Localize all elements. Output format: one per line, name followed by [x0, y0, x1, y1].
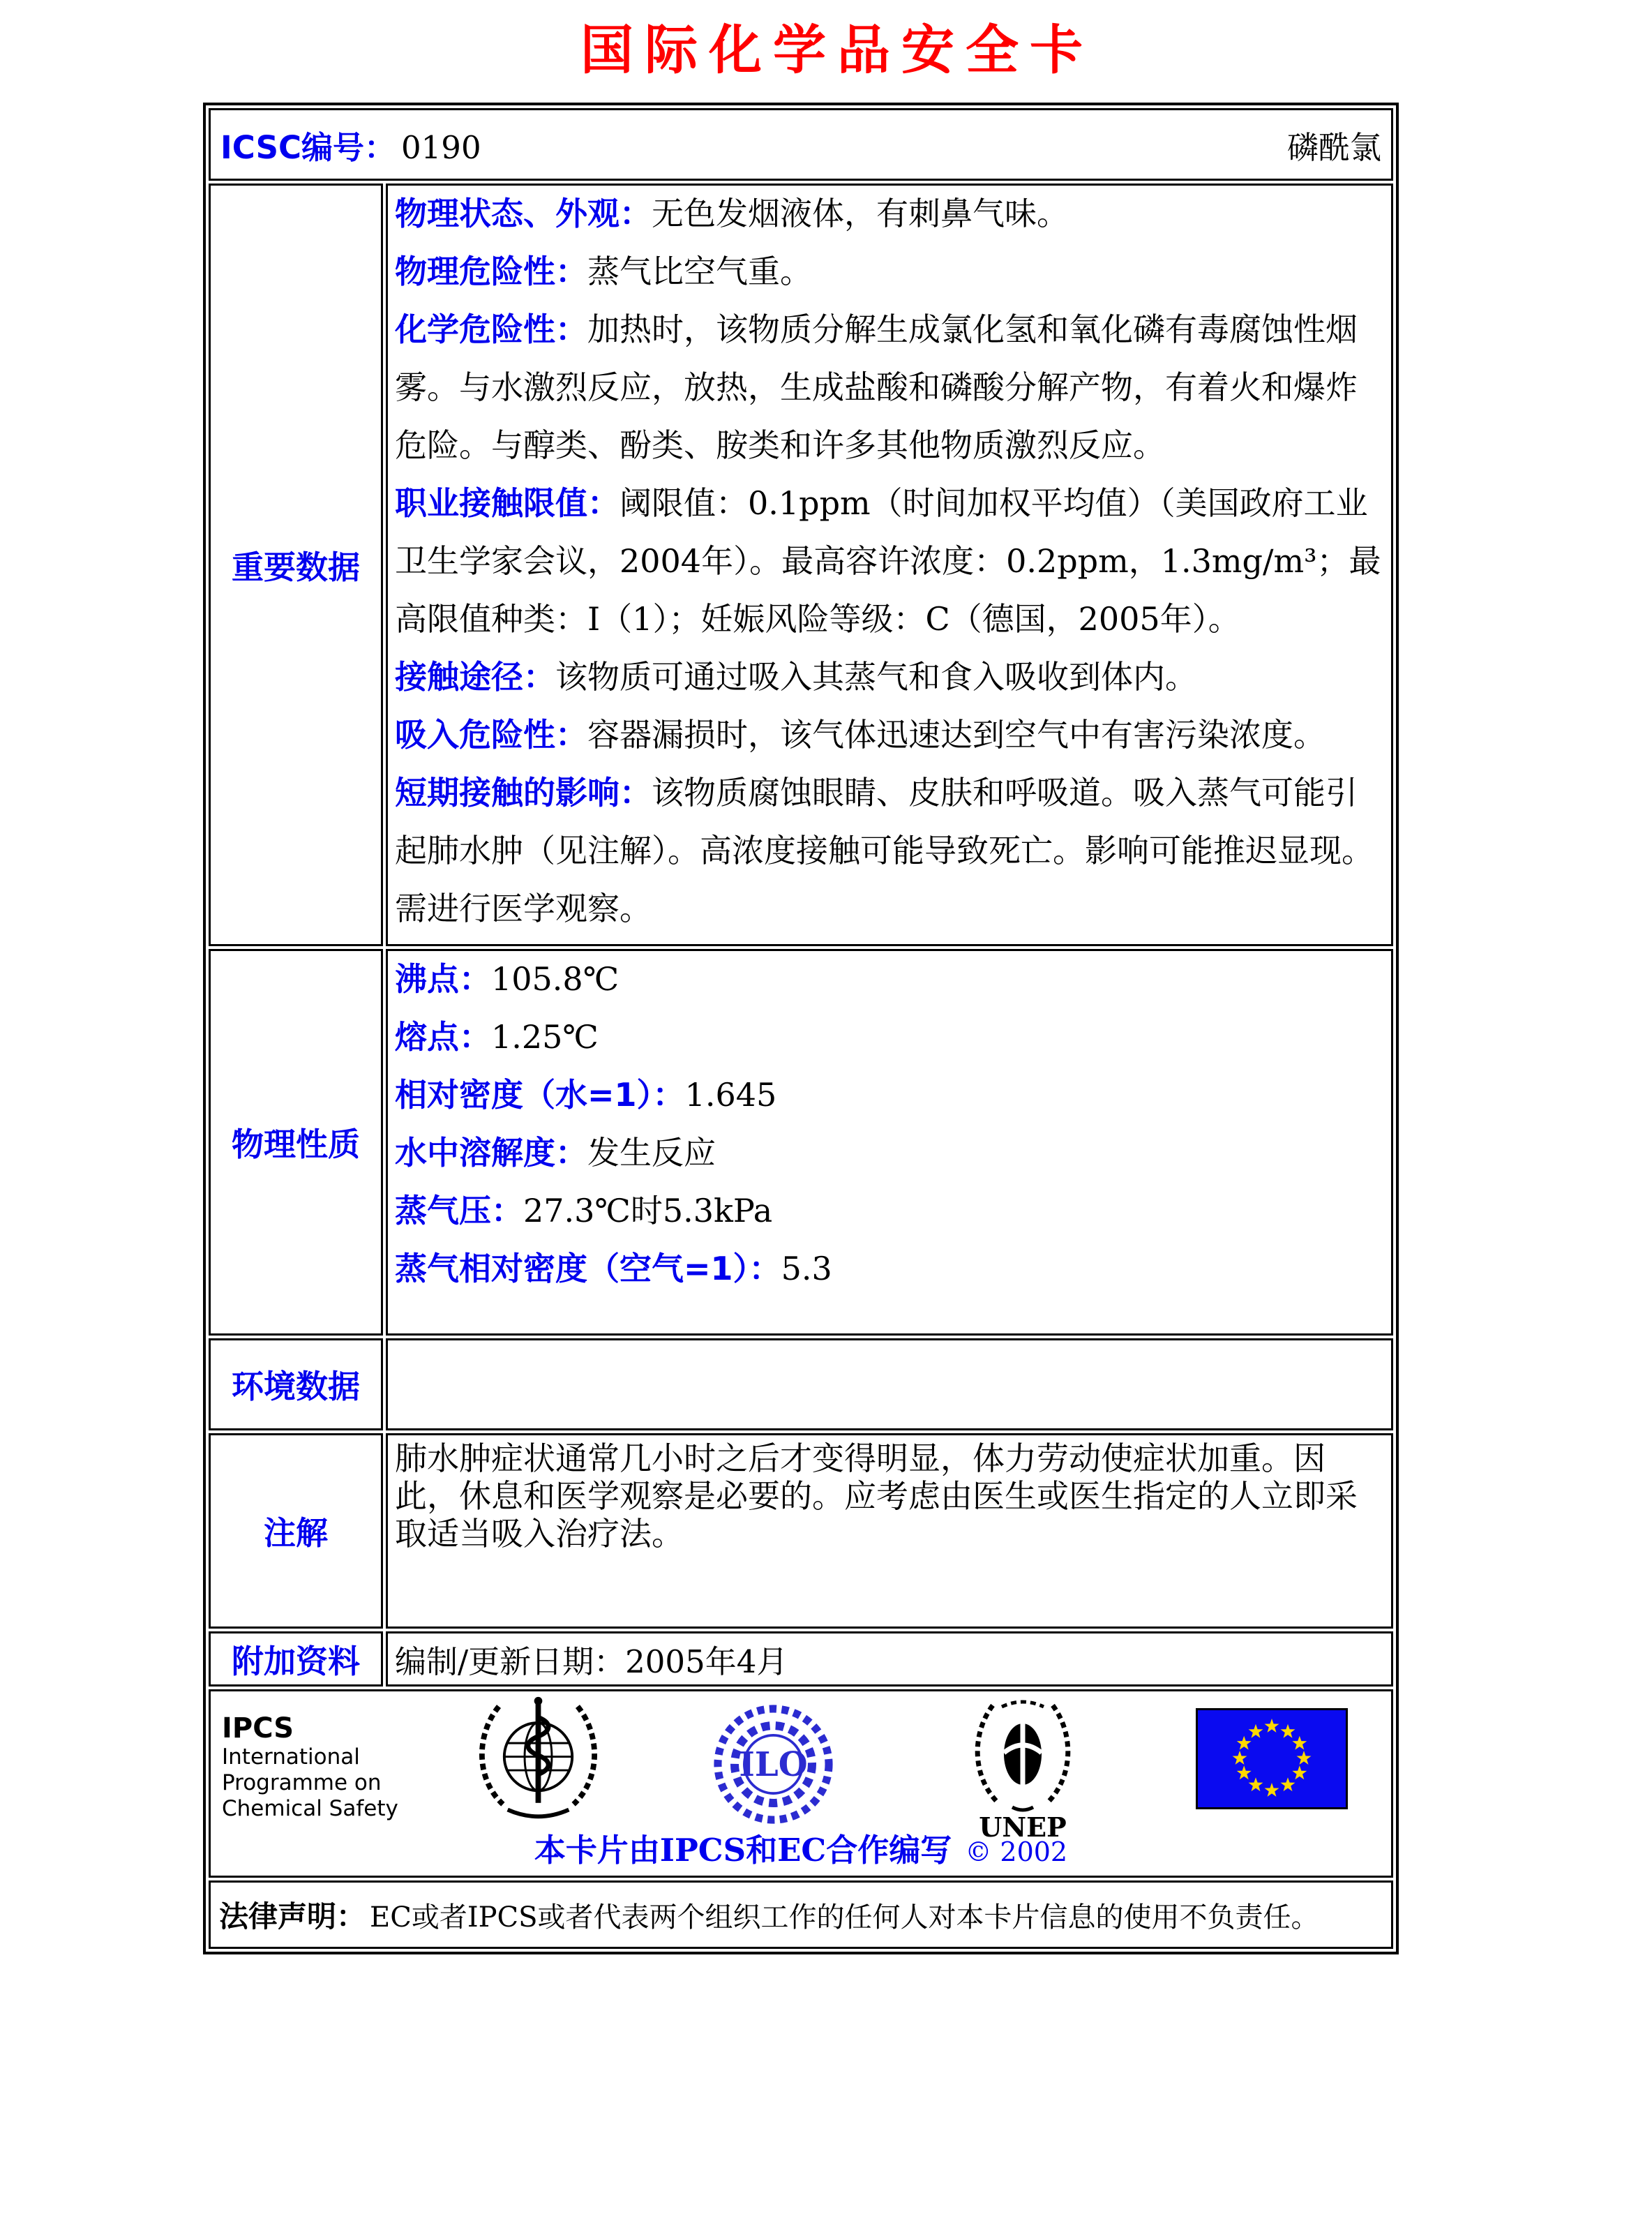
additional-info-row [209, 1631, 1393, 1687]
ipcs-text-block [222, 1712, 398, 1822]
property-exposure-routes: 接触途径：该物质可通过吸入其蒸气和食入吸收到体内。 [395, 658, 1197, 696]
section-label-notes: 注解 [209, 1433, 383, 1629]
icsc-card-table [203, 103, 1399, 1954]
unep-logo [963, 1697, 1083, 1844]
property-physical-danger: 物理危险性：蒸气比空气重。 [395, 253, 812, 290]
who-logo [470, 1694, 606, 1823]
eu-flag [1196, 1708, 1348, 1809]
additional-info-content [386, 1631, 1393, 1687]
icsc-number-group [220, 122, 481, 167]
icsc-number-value: 0190 [401, 128, 481, 166]
page-title: 国际化学品安全卡 [580, 19, 1094, 81]
section-label-important-data: 重要数据 [209, 184, 383, 946]
physical-properties-content [386, 949, 1393, 1336]
property-chemical-danger: 化学危险性：加热时，该物质分解生成氯化氢和氧化磷有毒腐蚀性烟雾。与水激烈反应，放热，生成盐酸和磷酸分解产物，有着火和爆炸危险。与醇类、酚类、胺类和许多其他物质激烈反应。 [395, 311, 1358, 464]
property-melting-point: 熔点：1.25℃ [395, 1018, 599, 1056]
header-cell [209, 108, 1393, 181]
legal-notice-label: 法律声明： [219, 1899, 366, 1934]
property-vapor-density: 蒸气相对密度（空气=1）：5.3 [395, 1250, 832, 1287]
environmental-data-row [209, 1338, 1393, 1430]
ipcs-acronym: IPCS [222, 1712, 294, 1744]
update-date-value: 2005年4月 [625, 1643, 788, 1680]
physical-properties-row [209, 949, 1393, 1336]
header-row [209, 108, 1393, 181]
cooperation-caption-text: 本卡片由IPCS和EC合作编写 [534, 1832, 952, 1869]
copyright-text: © 2002 [965, 1837, 1068, 1867]
property-short-term-effects: 短期接触的影响：该物质腐蚀眼睛、皮肤和呼吸道。吸入蒸气可能引起肺水肿（见注解）。高浓度接触可能导致死亡。影响可能推迟显现。需进行医学观察。 [395, 774, 1374, 927]
cooperation-caption [211, 1825, 1391, 1870]
property-water-solubility: 水中溶解度：发生反应 [395, 1134, 716, 1172]
unep-logo-text: UNEP [979, 1811, 1067, 1843]
chemical-name: 磷酰氯 [1286, 128, 1381, 166]
ipcs-line-2: Programme on [222, 1770, 382, 1795]
notes-content [386, 1433, 1393, 1629]
update-date-label: 编制/更新日期： [395, 1643, 626, 1680]
ipcs-line-1: International [222, 1744, 360, 1770]
property-relative-density: 相对密度（水=1）：1.645 [395, 1076, 777, 1114]
important-data-row [209, 184, 1393, 946]
property-physical-state: 物理状态、外观：无色发烟液体，有刺鼻气味。 [395, 195, 1069, 232]
notes-text: 肺水肿症状通常几小时之后才变得明显，体力劳动使症状加重。因此，休息和医学观察是必要的。应考虑由医生或医生指定的人立即采取适当吸入治疗法。 [395, 1439, 1358, 1553]
legal-row [209, 1880, 1393, 1949]
section-label-additional-info: 附加资料 [209, 1631, 383, 1687]
legal-cell [209, 1880, 1393, 1949]
icsc-number-label: ICSC编号： [220, 128, 396, 166]
section-label-physical-properties: 物理性质 [209, 949, 383, 1336]
environmental-data-content [386, 1338, 1393, 1430]
logos-cell [209, 1689, 1393, 1878]
property-occupational-limits: 职业接触限值：阈限值：0.1ppm（时间加权平均值）（美国政府工业卫生学家会议，2004年）。最高容许浓度：0.2ppm，1.3mg/m³；最高限值种类：I（1）；妊娠风险等级：C（德国，2005年）。 [395, 484, 1381, 638]
ilo-logo-text: ILO [739, 1745, 808, 1785]
property-inhalation-risk: 吸入危险性：容器漏损时，该气体迅速达到空气中有害污染浓度。 [395, 716, 1326, 754]
section-label-environmental-data: 环境数据 [209, 1338, 383, 1430]
important-data-content [386, 184, 1393, 946]
logos-row [209, 1689, 1393, 1878]
ilo-logo [709, 1700, 838, 1829]
property-vapor-pressure: 蒸气压：27.3℃时5.3kPa [395, 1192, 773, 1229]
property-boiling-point: 沸点：105.8℃ [395, 960, 620, 998]
notes-row [209, 1433, 1393, 1629]
legal-notice-text: EC或者IPCS或者代表两个组织工作的任何人对本卡片信息的使用不负责任。 [370, 1901, 1319, 1934]
ipcs-line-3: Chemical Safety [222, 1796, 398, 1821]
